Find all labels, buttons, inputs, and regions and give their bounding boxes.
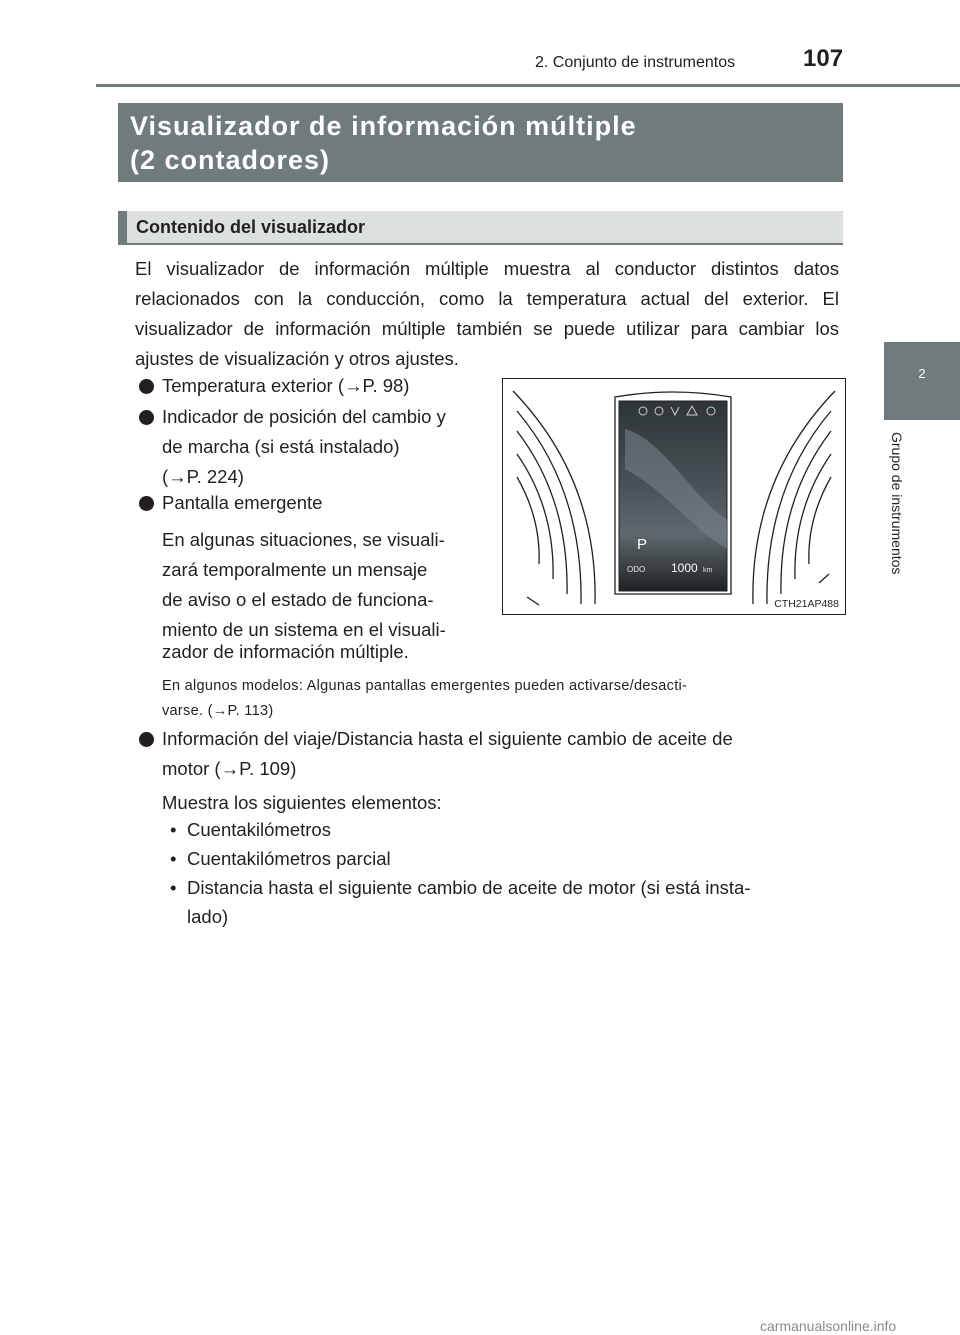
bullet-shift-position-l1: Indicador de posición del cambio y: [162, 406, 446, 427]
odo-value: 1000: [671, 561, 698, 575]
bullet-trip-info-l1: Información del viaje/Distancia hasta el siguiente cambio de aceite de: [162, 728, 733, 749]
list-item-text: Cuentakilómetros: [187, 819, 331, 840]
header-divider: [96, 84, 960, 87]
popup-desc-l4: miento de un sistema en el visuali-: [162, 619, 446, 640]
subheading-text: Contenido del visualizador: [136, 217, 366, 237]
trip-info-desc: Muestra los siguientes elementos:: [162, 792, 442, 813]
chapter-label: [878, 432, 912, 612]
list-item-text: lado): [187, 906, 229, 927]
bullet-dot: [139, 496, 154, 511]
odo-unit: km: [703, 567, 713, 574]
bullet-shift-position-l2: de marcha (si está instalado): [162, 436, 400, 457]
watermark: carmanualsonline.info: [760, 1318, 897, 1334]
odo-label: ODO: [627, 565, 646, 574]
note-line2: varse. (→P. 113): [162, 703, 274, 719]
list-item-text: Distancia hasta el siguiente cambio de aceite de motor (si está insta-: [187, 877, 751, 898]
bullet-dot: [139, 732, 154, 747]
intro-paragraph: El visualizador de información múltiple muestra al conductor distintos datos relacionados con la conducción, como la temperatura actual del exterior. El visualizador de información múltiple también se puede utilizar para cambiar los ajustes de visualización y otros ajustes.: [135, 258, 839, 369]
subheading-box: [118, 211, 843, 245]
popup-desc-l1: En algunas situaciones, se visuali-: [162, 529, 445, 550]
section-title-line1: Visualizador de información múltiple: [130, 111, 637, 141]
cluster-illustration: [503, 379, 845, 614]
bullet-outside-temp: Temperatura exterior (→P. 98): [162, 375, 410, 396]
section-title-line2: (2 contadores): [130, 145, 331, 175]
gear-indicator: P: [637, 536, 648, 553]
header-section-title: 2. Conjunto de instrumentos: [535, 54, 736, 71]
subheading-bar: [118, 211, 127, 245]
figure-code: CTH21AP488: [774, 598, 839, 610]
popup-desc-l5: zador de información múltiple.: [162, 641, 409, 662]
bullet-popup: Pantalla emergente: [162, 492, 323, 513]
note-line1: En algunos modelos: Algunas pantallas emergentes pueden activarse/desacti-: [162, 678, 688, 694]
bullet-trip-info-l2: motor (→P. 109): [162, 758, 297, 779]
section-title-box: [118, 103, 843, 182]
cluster-figure: [502, 378, 846, 615]
bullet-shift-position-l3: (→P. 224): [162, 466, 244, 487]
popup-desc-l3: de aviso o el estado de funciona-: [162, 589, 434, 610]
chapter-tab: [884, 342, 960, 420]
chapter-label-text: Grupo de instrumentos: [889, 432, 905, 575]
list-item-text: Cuentakilómetros parcial: [187, 848, 391, 869]
bullet-dot: [139, 410, 154, 425]
popup-desc-l2: zará temporalmente un mensaje: [162, 559, 428, 580]
page-number: 107: [803, 45, 844, 72]
bullet-dot: [139, 379, 154, 394]
chapter-number: 2: [918, 366, 926, 381]
